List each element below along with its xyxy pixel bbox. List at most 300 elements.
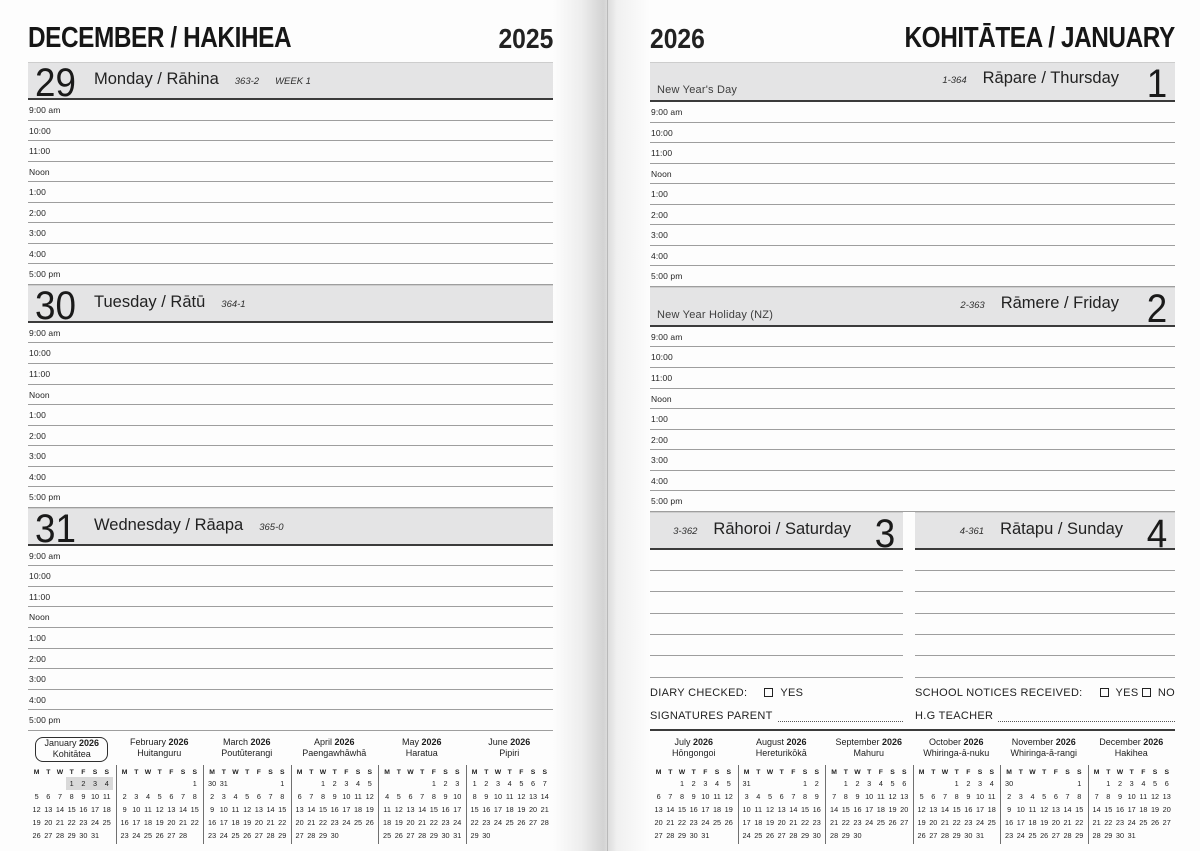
mini-month-title-box [124, 737, 195, 760]
time-label: 1:00 [29, 410, 46, 421]
date-cell: 27 [654, 831, 663, 840]
date-cell: 22 [841, 817, 850, 827]
date-cell: 30 [1005, 778, 1014, 788]
date-cell [939, 777, 951, 790]
weekday-label: M [1093, 768, 1100, 776]
weekday-label: S [1164, 768, 1169, 776]
date-cell: 10 [219, 804, 228, 814]
weekday-label: F [169, 768, 174, 776]
weekday-label: W [56, 768, 64, 776]
date-cell: 4 [756, 791, 761, 801]
mini-month-maori-name: Kohitātea [52, 749, 91, 760]
blank-line [650, 614, 903, 635]
date-cell [241, 777, 253, 790]
date-cell: 6 [46, 791, 51, 801]
diary-checked-label: DIARY CHECKED: [650, 686, 748, 699]
date-cell: 26 [155, 831, 164, 841]
weekday-label: T [245, 768, 250, 776]
date-cell: 23 [120, 831, 129, 841]
weekday-label: T [931, 768, 936, 776]
date-cell: 7 [309, 791, 314, 801]
date-cell: 15 [429, 804, 438, 814]
date-cell: 19 [724, 804, 733, 814]
weekday-label: F [519, 768, 524, 776]
date-cell: 21 [1063, 817, 1072, 827]
date-cell: 28 [307, 831, 316, 841]
date-cell: 28 [1092, 831, 1101, 840]
time-label: 11:00 [651, 373, 673, 384]
day-section-monday [28, 62, 553, 285]
date-cell: 16 [79, 804, 88, 814]
time-row [28, 628, 553, 649]
weekday-label: F [1141, 768, 1146, 776]
date-grid [916, 777, 998, 842]
date-cell: 29 [470, 831, 479, 841]
date-cell: 28 [178, 831, 188, 841]
date-cell: 18 [353, 804, 363, 814]
weekday-label: F [1053, 768, 1058, 776]
date-cell [416, 777, 428, 790]
date-cell: 23 [1115, 817, 1125, 827]
weekday-header [1003, 766, 1085, 777]
notices-yes-checkbox [1100, 688, 1109, 697]
date-cell: 25 [143, 831, 153, 841]
date-cell: 21 [307, 818, 316, 828]
date-cell: 17 [975, 804, 985, 814]
mini-month [116, 737, 204, 844]
weekend-row [650, 512, 1175, 722]
date-cell: 15 [952, 804, 961, 814]
date-cell: 5 [34, 791, 39, 801]
weekday-label: M [296, 768, 303, 776]
date-cell: 18 [143, 818, 153, 828]
date-cell: 19 [765, 817, 775, 827]
time-label: 10:00 [29, 348, 51, 359]
date-cell: 9 [443, 791, 448, 801]
date-cell: 7 [668, 791, 673, 801]
weekday-header [381, 766, 463, 777]
time-row [28, 364, 553, 385]
time-row [650, 205, 1175, 226]
mini-month-title [825, 737, 913, 764]
date-cell: 26 [724, 817, 733, 827]
date-cell: 17 [219, 818, 228, 828]
holiday-note: New Year Holiday (NZ) [657, 308, 774, 321]
date-cell: 6 [656, 791, 661, 801]
day-label: Wednesday / Rāapa [94, 515, 244, 534]
time-label: Noon [29, 612, 50, 623]
date-cell: 18 [1028, 817, 1037, 827]
mini-month-maori-name: Huitanguru [137, 748, 182, 759]
date-cell: 25 [353, 818, 363, 828]
date-cell: 2 [1117, 778, 1122, 788]
date-cell: 8 [679, 791, 684, 801]
date-cell: 18 [987, 804, 996, 814]
date-cell: 20 [1162, 804, 1171, 814]
date-cell: 9 [332, 791, 337, 801]
weekday-label: T [1129, 768, 1134, 776]
date-grid [828, 777, 910, 842]
weekday-label: S [890, 768, 895, 776]
mini-month-grid [203, 765, 291, 844]
weekday-label: S [542, 768, 547, 776]
date-cell: 13 [900, 791, 909, 801]
date-cell: 20 [654, 817, 663, 827]
date-cell: 5 [519, 778, 524, 788]
date-cell: 11 [1139, 791, 1148, 801]
date-cell: 24 [219, 831, 228, 841]
mini-month-grid [291, 765, 379, 844]
school-notices-label: SCHOOL NOTICES RECEIVED: [915, 686, 1083, 699]
yes-label: YES [1115, 686, 1139, 699]
date-cell: 9 [1117, 791, 1122, 801]
date-cell: 11 [713, 791, 721, 801]
date-cell: 18 [102, 804, 111, 814]
date-cell: 15 [190, 804, 199, 814]
time-label: Noon [651, 168, 672, 179]
day-label: Rātapu / Sunday [1000, 519, 1123, 538]
time-row [650, 389, 1175, 410]
time-row [28, 223, 553, 244]
date-cell: 17 [132, 818, 141, 828]
signatures-parent-row [650, 710, 903, 722]
date-cell: 26 [365, 818, 374, 828]
time-label: 9:00 am [29, 105, 61, 115]
date-cell: 18 [754, 817, 763, 827]
time-label: 9:00 am [651, 107, 683, 117]
weekday-label: S [180, 768, 186, 776]
date-cell: 15 [677, 804, 687, 814]
blank-line [650, 592, 903, 613]
weekday-label: M [121, 768, 128, 776]
date-cell: 10 [701, 791, 710, 801]
date-cell: 5 [1042, 791, 1047, 801]
time-label: 3:00 [29, 451, 46, 462]
time-row [28, 426, 553, 447]
weekday-label: S [714, 768, 720, 776]
date-cell: 22 [1104, 817, 1113, 827]
date-cell: 10 [453, 791, 462, 801]
date-cell [863, 829, 875, 842]
time-grid-friday [650, 327, 1175, 512]
date-cell [1149, 829, 1161, 842]
date-cell: 23 [853, 817, 862, 827]
time-row [28, 467, 553, 488]
date-cell: 13 [929, 804, 938, 814]
date-cell: 21 [830, 817, 839, 827]
day-number: 3 [874, 511, 895, 556]
time-label: 2:00 [29, 207, 46, 218]
mini-month-title-box [666, 737, 722, 760]
mini-month-name: December 2026 [1099, 736, 1164, 747]
mini-month [738, 737, 826, 844]
date-cell: 8 [1077, 791, 1082, 801]
weekday-label: W [678, 768, 686, 776]
date-cell: 12 [155, 804, 164, 814]
weekday-label: M [384, 768, 390, 776]
date-cell: 20 [254, 818, 263, 828]
date-cell [1015, 777, 1027, 790]
time-label: 2:00 [651, 434, 668, 445]
date-cell [54, 777, 66, 790]
date-cell: 11 [383, 804, 391, 814]
date-cell: 11 [231, 804, 240, 814]
date-cell: 8 [69, 791, 74, 801]
date-cell: 2 [691, 778, 696, 788]
date-cell: 13 [295, 804, 304, 814]
time-label: 9:00 am [29, 550, 61, 561]
time-label: 5:00 pm [29, 269, 61, 280]
right-page-header [650, 0, 1175, 62]
time-row [28, 343, 553, 364]
mini-month-grid [913, 765, 1001, 844]
day-section-wednesday [28, 508, 553, 731]
date-cell: 6 [169, 791, 174, 801]
date-cell: 1 [280, 778, 285, 788]
weekday-label: T [46, 768, 51, 776]
weekday-label: S [530, 768, 536, 776]
date-cell [364, 829, 376, 842]
date-cell: 19 [517, 804, 526, 814]
time-grid-tuesday [28, 323, 553, 508]
blank-line [915, 571, 1175, 592]
date-cell: 27 [406, 831, 415, 841]
mini-month-title [28, 737, 116, 764]
date-cell: 27 [528, 818, 538, 828]
date-cell [1062, 777, 1074, 790]
date-cell: 3 [495, 778, 500, 788]
mini-month-maori-name: Hakihea [1114, 748, 1148, 759]
date-cell: 11 [987, 791, 996, 801]
weekday-header [31, 766, 113, 777]
mini-month-title-box [829, 737, 908, 760]
date-cell: 6 [1053, 791, 1058, 801]
date-cell: 17 [493, 804, 503, 814]
weekday-label: M [471, 768, 478, 776]
date-cell: 13 [44, 804, 53, 814]
date-cell: 27 [295, 831, 304, 841]
day-label: Rāhoroi / Saturday [713, 519, 851, 538]
date-cell: 28 [418, 831, 427, 841]
mini-month-maori-name: Hōngongoi [671, 748, 716, 759]
date-cell: 15 [318, 804, 328, 814]
mini-month-title-box [35, 737, 108, 762]
date-cell [1161, 829, 1173, 842]
sunday-column [915, 512, 1175, 722]
date-cell: 29 [429, 831, 438, 841]
mini-month [466, 737, 554, 844]
mini-month-name: January 2026 [44, 737, 100, 748]
time-row [28, 690, 553, 711]
date-cell: 16 [964, 804, 973, 814]
left-page-header [28, 0, 553, 62]
date-cell: 9 [966, 791, 971, 801]
date-cell: 30 [1115, 831, 1125, 840]
date-cell: 15 [470, 804, 479, 814]
date-cell: 23 [812, 817, 821, 827]
date-cell: 2 [966, 778, 971, 788]
weekday-label: M [33, 768, 40, 776]
date-cell [381, 777, 393, 790]
date-cell: 26 [32, 831, 41, 841]
time-row [28, 669, 553, 690]
no-label: NO [1157, 686, 1175, 699]
mini-month-grid [378, 765, 466, 844]
time-row [650, 123, 1175, 144]
date-cell: 26 [1150, 817, 1160, 827]
weekday-label: W [407, 768, 414, 776]
date-cell: 29 [841, 831, 850, 840]
date-cell: 4 [356, 778, 361, 788]
weekday-label: W [319, 768, 327, 776]
mini-month-title [738, 737, 826, 764]
date-cell: 15 [278, 804, 287, 814]
date-cell: 23 [441, 818, 450, 828]
date-cell: 28 [789, 831, 798, 840]
time-row [28, 264, 553, 285]
date-cell: 23 [689, 817, 698, 827]
date-cell: 29 [952, 831, 961, 840]
mini-month [378, 737, 466, 844]
date-cell [916, 777, 928, 790]
date-cell: 13 [167, 804, 176, 814]
date-cell: 29 [1075, 831, 1084, 840]
date-cell [539, 829, 551, 842]
weekday-label: F [81, 768, 86, 776]
date-cell: 4 [385, 791, 390, 801]
date-cell: 4 [101, 777, 113, 790]
mini-month-title-box [917, 737, 995, 760]
date-cell: 20 [406, 818, 415, 828]
time-label: 10:00 [651, 127, 673, 138]
date-cell [352, 829, 364, 842]
time-label: 3:00 [651, 230, 668, 241]
date-cell: 17 [1127, 804, 1136, 814]
mini-month-maori-name: Hereturikōkā [755, 748, 807, 759]
date-cell: 13 [528, 791, 538, 801]
left-month-title: DECEMBER / HAKIHEA [28, 22, 292, 54]
date-cell: 17 [453, 804, 462, 814]
signatures-parent-label: SIGNATURES PARENT [650, 709, 773, 722]
date-cell: 16 [853, 804, 862, 814]
blank-line [915, 592, 1175, 613]
date-cell: 5 [919, 791, 924, 801]
mini-month-name: May 2026 [401, 736, 442, 747]
date-cell: 19 [243, 818, 252, 828]
date-cell: 12 [1150, 791, 1160, 801]
date-cell: 14 [418, 804, 427, 814]
date-cell: 30 [79, 831, 88, 841]
date-cell: 31 [701, 831, 710, 840]
mini-month-title-box [1004, 737, 1083, 760]
date-cell: 19 [155, 818, 164, 828]
date-cell: 29 [318, 831, 328, 841]
date-cell: 10 [975, 791, 985, 801]
date-cell: 14 [940, 804, 950, 814]
mini-month [825, 737, 913, 844]
day-number: 30 [35, 283, 76, 328]
date-cell: 12 [917, 804, 926, 814]
date-cell: 23 [79, 818, 88, 828]
date-cell: 7 [942, 791, 947, 801]
date-cell: 1 [843, 778, 848, 788]
date-cell: 15 [1104, 804, 1113, 814]
date-cell: 28 [666, 831, 675, 840]
mini-month-maori-name: Whiringa-ā-rangi [1010, 748, 1078, 759]
date-cell [189, 829, 201, 842]
mini-month [203, 737, 291, 844]
mini-month [1000, 737, 1088, 844]
date-cell: 2 [1007, 791, 1012, 801]
date-cell: 2 [210, 791, 215, 801]
date-cell: 8 [954, 791, 959, 801]
date-cell: 2 [122, 791, 127, 801]
date-cell [42, 777, 54, 790]
date-cell: 17 [90, 804, 100, 814]
date-grid [1091, 777, 1173, 842]
weekday-header [741, 766, 823, 777]
date-cell: 9 [691, 791, 696, 801]
time-row [28, 323, 553, 344]
date-cell [664, 777, 676, 790]
date-grid [31, 777, 113, 842]
date-cell: 1 [954, 778, 959, 788]
date-cell: 29 [278, 831, 287, 841]
day-label: Tuesday / Rātū [94, 292, 206, 311]
mini-month-grid [825, 765, 913, 844]
footer-divider [650, 729, 1175, 731]
date-cell: 27 [929, 831, 938, 840]
mini-month-maori-name: Pipiri [499, 748, 520, 759]
date-cell: 12 [32, 804, 41, 814]
weekday-label: S [814, 768, 819, 776]
date-cell [527, 829, 539, 842]
date-cell: 24 [1127, 817, 1136, 827]
mini-month-title [203, 737, 291, 764]
day-label: Monday / Rāhina [94, 70, 219, 88]
date-cell: 22 [677, 817, 687, 827]
weekday-header [294, 766, 376, 777]
date-cell: 10 [742, 804, 751, 814]
day-number: 2 [1146, 286, 1167, 331]
date-cell: 12 [517, 791, 526, 801]
time-row [28, 162, 553, 183]
date-cell: 7 [57, 791, 62, 801]
date-cell: 16 [812, 804, 821, 814]
time-row [650, 164, 1175, 185]
date-cell: 5 [157, 791, 162, 801]
date-cell [31, 777, 43, 790]
date-cell: 19 [394, 818, 403, 828]
date-cell: 7 [1065, 791, 1070, 801]
mini-month-title-box [482, 737, 536, 760]
weekday-label: S [355, 768, 361, 776]
time-grid-monday [28, 100, 553, 285]
date-cell: 20 [167, 818, 176, 828]
weekday-label: M [743, 768, 750, 776]
date-cell: 2 [814, 778, 819, 788]
date-cell: 5 [1153, 778, 1158, 788]
mini-month-name: June 2026 [488, 736, 531, 747]
date-cell: 2 [332, 778, 337, 788]
date-cell: 5 [245, 791, 250, 801]
date-cell: 21 [418, 818, 427, 828]
day-header-friday [650, 286, 1175, 331]
time-row [650, 430, 1175, 451]
date-cell: 28 [55, 831, 65, 841]
time-label: 3:00 [29, 674, 46, 685]
saturday-lines [650, 550, 903, 678]
